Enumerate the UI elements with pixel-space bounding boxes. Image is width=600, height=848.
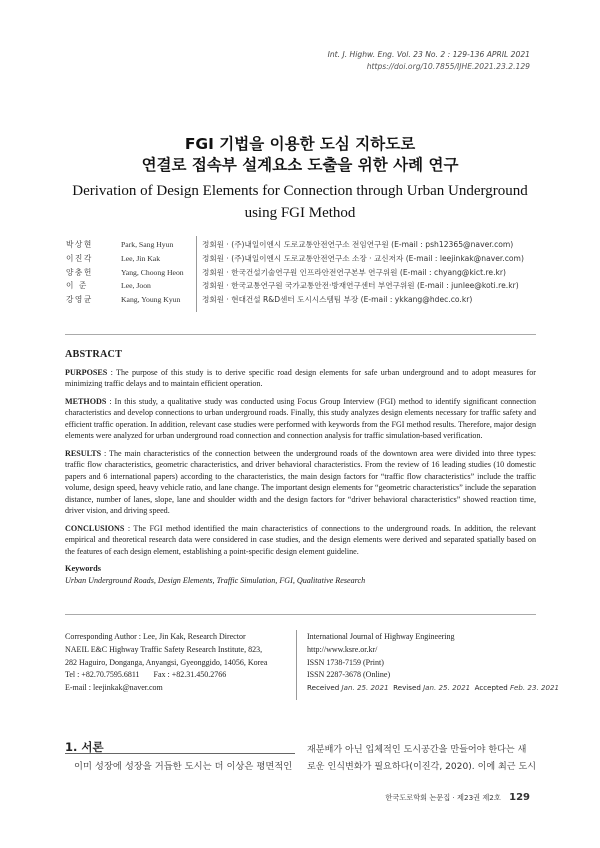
body-right-column <box>307 742 538 776</box>
author-affiliation: 정회원 · 현대건설 R&D센터 도시시스템팀 부장 (E-mail : ykkang@hdec.co.kr) <box>202 295 473 305</box>
divider-bottom <box>65 614 536 615</box>
body-left-column: 이미 성장에 성장을 거듭한 도시는 더 이상은 평면적인 <box>74 761 293 772</box>
footer-journal: 한국도로학회 논문집 · 제23권 제2호 <box>385 793 501 802</box>
results-text: : The main characteristics of the connection between the underground roads of the downtown area were divided into three types: traffic flow characteristics, geometric characteristics, and driver behavioral characteristics. From the review of 16 leading studies (10 domestic papers and 6 international papers) according to the characteristics, the main design factors for “traffic flow characteristics” include the traffic volume, design speed, heavy vehicle ratio, and lane change. The important design elements for “geometric characteristics” include the separation distance, number of lanes, slope, lane and shoulder width and the design factors for “driver behavioral characteristics” showed reaction time, driver vision, and driving speed. <box>65 448 536 515</box>
author-name-en: Yang, Choong Heon <box>121 267 184 277</box>
keywords-heading: Keywords <box>65 564 101 573</box>
title-english <box>0 180 600 224</box>
title-english-line-1: Derivation of Design Elements for Connection through Urban Underground <box>72 183 528 199</box>
author-affiliation: 정회원 · (주)내일이엔시 도로교통안전연구소 소장 · 교신저자 (E-mail : leejinkak@naver.com) <box>202 253 524 263</box>
doi-link[interactable]: https://doi.org/10.7855/IJHE.2021.23.2.129 <box>366 62 530 71</box>
info-divider <box>296 630 297 700</box>
author-name-ko: 강영균 <box>66 295 93 305</box>
conclusions-label: CONCLUSIONS <box>65 523 125 533</box>
author-name-en: Park, Sang Hyun <box>121 240 174 249</box>
title-korean <box>0 134 600 176</box>
corr-line: Corresponding Author : Lee, Jin Kak, Research Director <box>65 632 246 641</box>
author-divider <box>196 236 197 312</box>
page-number: 129 <box>509 792 530 803</box>
journal-info <box>307 631 559 695</box>
journal-header <box>328 49 530 73</box>
corr-email[interactable]: E-mail : leejinkak@naver.com <box>65 683 163 693</box>
author-row <box>66 279 546 293</box>
conclusions-text: : The FGI method identified the main characteristics of connections to the underground roads. In addition, the relevant empirical and theoretical research data were considered in case studies, and the design elements were derived and separated spatially based on the features of each design element, establishing a point-specific design element guideline. <box>65 523 536 556</box>
author-name-ko: 박상현 <box>66 240 93 249</box>
issn-online: ISSN 2287-3678 (Online) <box>307 670 391 680</box>
author-affiliation: 정회원 · 한국건설기술연구원 인프라안전연구본부 연구위원 (E-mail : chyang@kict.re.kr) <box>202 267 506 277</box>
page-footer <box>385 792 530 803</box>
revised-date: Jan. 25. 2021 <box>423 683 471 693</box>
author-row <box>66 238 546 252</box>
abstract-conclusions <box>65 523 536 558</box>
author-name-en: Lee, Joon <box>121 281 151 291</box>
received-dates <box>307 682 559 695</box>
abstract-heading: ABSTRACT <box>65 349 123 360</box>
received-date: Jan. 25. 2021 <box>341 683 389 693</box>
section-underline <box>65 753 295 754</box>
results-label: RESULTS <box>65 448 102 458</box>
author-affiliation: 정회원 · 한국교통연구원 국가교통안전·방재연구센터 부연구위원 (E-mail : junlee@koti.re.kr) <box>202 281 519 291</box>
author-row <box>66 252 546 266</box>
author-row <box>66 293 546 307</box>
body-line: 로운 인식변화가 필요하다(이진각, 2020). 이에 최근 도시 <box>307 762 537 772</box>
author-name-ko: 양충헌 <box>66 267 93 277</box>
corr-line: 282 Haguiro, Donganga, Anyangsi, Gyeonggido, 14056, Korea <box>65 657 268 667</box>
title-korean-line-2: 연결로 접속부 설계요소 도출을 위한 사례 연구 <box>141 156 459 174</box>
title-english-line-2: using FGI Method <box>244 205 356 221</box>
revised-label: Revised <box>393 683 421 693</box>
abstract-results <box>65 448 536 517</box>
issn-print: ISSN 1738-7159 (Print) <box>307 657 384 667</box>
divider-top <box>65 334 536 335</box>
journal-citation: Int. J. Highw. Eng. Vol. 23 No. 2 : 129-136 APRIL 2021 <box>327 50 530 59</box>
received-label: Received <box>307 683 340 693</box>
keywords-list: Urban Underground Roads, Design Elements, Traffic Simulation, FGI, Qualitative Research <box>65 575 366 585</box>
methods-text: : In this study, a qualitative study was conducted using Focus Group Interview (FGI) method to identify significant connection characteristics and develop connections to urban underground roads. Finally, this study analyzes design elements necessary for traffic safety and efficient traffic operation. In addition, relevant case studies were performed with keywords from the FGI method results. Therefore, major design elements were analyzed for urban underground road connection and connection analysis for traffic simulation-based verification. <box>65 396 536 440</box>
journal-name: International Journal of Highway Engineering <box>307 632 455 641</box>
corr-line: Tel : +82.70.7595.6811 Fax : +82.31.450.2766 <box>65 670 227 680</box>
purposes-label: PURPOSES <box>65 367 108 377</box>
body-line: 재분배가 아닌 입체적인 도시공간을 만들어야 한다는 새 <box>307 745 527 755</box>
accepted-date: Feb. 23. 2021 <box>509 683 560 693</box>
abstract <box>65 349 536 586</box>
author-name-en: Kang, Young Kyun <box>121 295 181 305</box>
author-name-ko: 이진각 <box>66 253 93 263</box>
corresponding-author-info <box>65 631 267 695</box>
title-korean-line-1: FGI 기법을 이용한 도심 지하도로 <box>184 135 416 153</box>
author-row <box>66 266 546 280</box>
section-heading: 1. 서론 <box>65 740 104 754</box>
abstract-purposes <box>65 367 536 390</box>
author-list <box>66 238 546 307</box>
accepted-label: Accepted <box>474 683 508 693</box>
corr-line: NAEIL E&C Highway Traffic Safety Research Institute, 823, <box>65 644 263 654</box>
purposes-text: : The purpose of this study is to derive specific road design elements for safe urban underground and to adopt measures for minimizing traffic delays and to maintain efficient operation. <box>65 367 536 388</box>
author-affiliation: 정회원 · (주)내일이엔시 도로교통안전연구소 전임연구원 (E-mail : psh12365@naver.com) <box>202 240 514 249</box>
abstract-methods <box>65 396 536 442</box>
author-name-ko: 이 준 <box>66 281 88 291</box>
journal-url[interactable]: http://www.ksre.or.kr/ <box>307 644 378 654</box>
methods-label: METHODS <box>65 396 107 406</box>
author-name-en: Lee, Jin Kak <box>121 253 161 263</box>
